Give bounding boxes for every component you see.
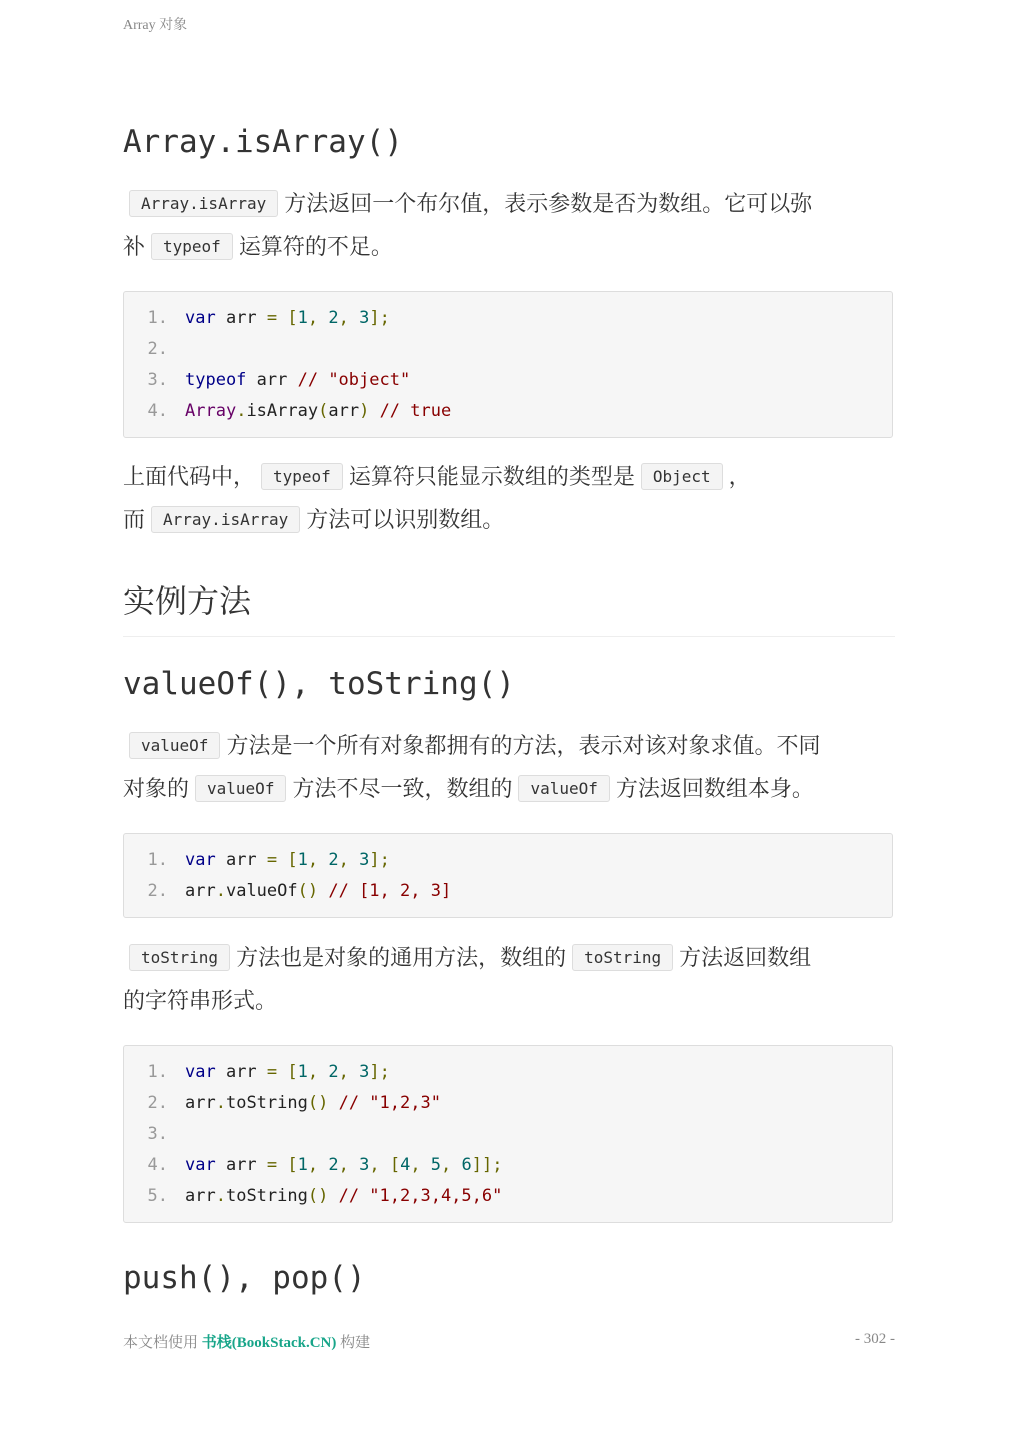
line-number: 1.: [147, 850, 168, 870]
code-token: 3: [359, 1155, 370, 1175]
text: 运算符的不足。: [238, 235, 393, 260]
code-token: arr: [215, 850, 267, 870]
text: 的字符串形式。: [123, 989, 278, 1014]
inline-code: Object: [641, 463, 723, 490]
inline-code: Array.isArray: [129, 190, 278, 217]
line-number: 4.: [147, 1155, 168, 1175]
inline-code: typeof: [261, 463, 343, 490]
code-token: .: [215, 1186, 226, 1206]
code-token: arr: [185, 1186, 216, 1206]
code-text: [185, 845, 390, 876]
running-header: Array 对象: [123, 18, 188, 33]
inline-code: valueOf: [195, 775, 286, 802]
code-text: [185, 1181, 502, 1212]
code-token: (: [318, 401, 329, 421]
code-token: ];: [369, 1062, 390, 1082]
code-token: var: [185, 1155, 216, 1175]
code-token: arr: [185, 881, 216, 901]
line-number: 4.: [147, 401, 168, 421]
code-token: 3: [359, 308, 370, 328]
code-token: Array: [185, 401, 237, 421]
code-token: ,: [307, 1155, 329, 1175]
paragraph-isarray-explain: [123, 457, 895, 543]
line-number: 2.: [147, 339, 168, 359]
line-number: 3.: [147, 370, 168, 390]
code-token: (): [297, 881, 319, 901]
code-token: arr: [215, 1155, 267, 1175]
paragraph-isarray-intro: [123, 184, 895, 270]
code-token: ]];: [471, 1155, 503, 1175]
code-token: [318, 881, 328, 901]
code-token: = [: [266, 308, 298, 328]
code-token: [328, 1186, 338, 1206]
code-token: toString: [225, 1186, 308, 1206]
code-token: 2: [328, 1062, 339, 1082]
inline-code: Array.isArray: [151, 506, 300, 533]
code-token: 3: [359, 850, 370, 870]
code-line: [124, 1088, 892, 1119]
code-line: [124, 1057, 892, 1088]
text: 方法不尽一致，数组的: [292, 777, 513, 802]
code-token: , [: [369, 1155, 401, 1175]
code-token: // [1, 2, 3]: [328, 881, 452, 901]
code-token: ,: [338, 308, 360, 328]
code-token: (): [307, 1186, 329, 1206]
code-token: typeof: [185, 370, 247, 390]
code-token: 1: [297, 308, 308, 328]
code-line: [124, 396, 892, 427]
text: 方法返回一个布尔值，表示参数是否为数组。它可以弥: [284, 192, 813, 217]
footer-prefix: 本文档使用: [123, 1335, 199, 1351]
code-token: ,: [307, 1062, 329, 1082]
code-token: = [: [266, 1062, 298, 1082]
code-token: 1: [297, 1062, 308, 1082]
code-token: .: [215, 881, 226, 901]
heading-push-pop: push(), pop(): [123, 1260, 366, 1296]
code-text: [185, 876, 451, 907]
code-token: ,: [338, 850, 360, 870]
code-token: arr: [215, 1062, 267, 1082]
text: 方法可以识别数组。: [306, 508, 505, 533]
code-token: ,: [441, 1155, 462, 1175]
code-token: // "1,2,3,4,5,6": [338, 1186, 503, 1206]
footer-credit: [123, 1331, 370, 1352]
code-line: [124, 365, 892, 396]
text: ，: [728, 465, 751, 490]
paragraph-valueof: [123, 726, 895, 812]
code-token: valueOf: [225, 881, 298, 901]
code-token: 5: [430, 1155, 442, 1175]
code-token: [328, 1093, 338, 1113]
page-number: - 302 -: [855, 1331, 895, 1347]
code-token: 2: [328, 1155, 339, 1175]
code-token: .: [215, 1093, 226, 1113]
code-token: var: [185, 308, 216, 328]
text: 对象的: [123, 777, 190, 802]
code-token: 1: [297, 850, 308, 870]
text: 方法也是对象的通用方法，数组的: [236, 946, 567, 971]
code-token: 3: [359, 1062, 370, 1082]
code-token: var: [185, 1062, 216, 1082]
code-line: [124, 303, 892, 334]
line-number: 5.: [147, 1186, 168, 1206]
code-line: [124, 334, 892, 365]
code-line: [124, 1119, 892, 1150]
code-block-tostring: [123, 1045, 893, 1223]
code-token: 2: [328, 850, 339, 870]
code-token: arr: [328, 401, 360, 421]
code-token: = [: [266, 1155, 298, 1175]
code-text: [185, 1088, 441, 1119]
line-number: 2.: [147, 1093, 168, 1113]
code-token: ): [359, 401, 370, 421]
paragraph-tostring: [123, 938, 895, 1023]
inline-code: toString: [572, 944, 673, 971]
text: 补: [123, 235, 146, 260]
code-token: arr: [246, 370, 298, 390]
code-text: [185, 365, 410, 396]
code-token: 4: [400, 1155, 411, 1175]
footer-brand-link[interactable]: 书栈(BookStack.CN): [201, 1335, 337, 1351]
footer-suffix: 构建: [340, 1335, 371, 1351]
code-token: var: [185, 850, 216, 870]
line-number: 3.: [147, 1124, 168, 1144]
text: 而: [123, 508, 146, 533]
code-token: 1: [297, 1155, 308, 1175]
code-line: [124, 1181, 892, 1212]
code-token: ,: [410, 1155, 431, 1175]
code-token: 2: [328, 308, 339, 328]
heading-instance-methods: 实例方法: [123, 576, 895, 637]
code-text: [185, 303, 390, 334]
text: 上面代码中，: [123, 465, 256, 490]
code-token: toString: [225, 1093, 308, 1113]
inline-code: valueOf: [518, 775, 609, 802]
code-token: ,: [338, 1155, 360, 1175]
inline-code: valueOf: [129, 732, 220, 759]
line-number: 1.: [147, 308, 168, 328]
line-number: 2.: [147, 881, 168, 901]
code-token: ];: [369, 308, 390, 328]
code-token: 6: [461, 1155, 472, 1175]
code-line: [124, 1150, 892, 1181]
code-token: ,: [307, 308, 329, 328]
text: 方法是一个所有对象都拥有的方法，表示对该对象求值。不同: [226, 734, 821, 759]
code-token: ,: [338, 1062, 360, 1082]
heading-isarray: Array.isArray(): [123, 124, 403, 160]
line-number: 1.: [147, 1062, 168, 1082]
code-block-valueof: [123, 833, 893, 918]
code-text: [185, 1057, 390, 1088]
code-block-isarray: [123, 291, 893, 438]
code-token: // true: [379, 401, 452, 421]
code-token: = [: [266, 850, 298, 870]
code-token: (): [307, 1093, 329, 1113]
text: 方法返回数组: [679, 946, 812, 971]
code-token: [369, 401, 379, 421]
code-token: isArray: [246, 401, 319, 421]
code-text: [185, 396, 451, 427]
code-token: ,: [307, 850, 329, 870]
inline-code: typeof: [151, 233, 233, 260]
code-line: [124, 845, 892, 876]
inline-code: toString: [129, 944, 230, 971]
code-token: ];: [369, 850, 390, 870]
code-line: [124, 876, 892, 907]
text: 运算符只能显示数组的类型是: [348, 465, 635, 490]
text: 方法返回数组本身。: [615, 777, 814, 802]
code-token: arr: [215, 308, 267, 328]
code-token: // "object": [297, 370, 411, 390]
code-token: arr: [185, 1093, 216, 1113]
code-token: .: [236, 401, 247, 421]
code-token: // "1,2,3": [338, 1093, 441, 1113]
heading-valueof-tostring: valueOf(), toString(): [123, 666, 515, 702]
code-text: [185, 1150, 503, 1181]
